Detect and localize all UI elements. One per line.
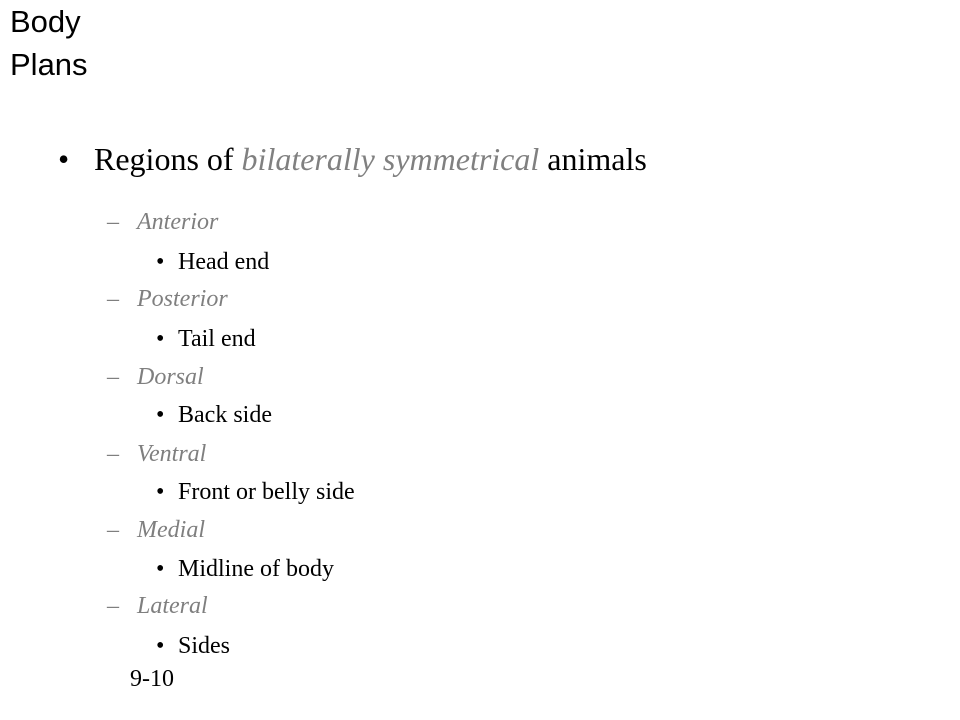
slide-title	[10, 0, 88, 86]
sub-bullet-lateral	[107, 591, 208, 621]
sub-bullet-dorsal	[107, 362, 204, 392]
detail-tail-end	[156, 324, 256, 354]
title-line-1: Body	[10, 4, 81, 39]
bullet-icon: •	[156, 479, 165, 505]
detail-front-belly-side	[156, 477, 355, 507]
bullet-icon: •	[156, 556, 165, 582]
detail-midline-of-body	[156, 554, 334, 584]
detail-label: Sides	[178, 633, 231, 659]
main-bullet-suffix: animals	[539, 141, 647, 177]
sub-bullet-medial	[107, 515, 205, 545]
main-bullet	[58, 137, 647, 181]
detail-label: Back side	[178, 402, 272, 428]
bullet-icon: •	[156, 402, 165, 428]
dash-icon: –	[107, 209, 119, 235]
bullet-icon: •	[156, 633, 165, 659]
dash-icon: –	[107, 441, 119, 467]
detail-sides	[156, 631, 230, 661]
sub-bullet-ventral	[107, 439, 206, 469]
detail-label: Front or belly side	[178, 479, 355, 505]
dash-icon: –	[107, 286, 119, 312]
detail-label: Head end	[178, 249, 270, 275]
bullet-icon: •	[156, 326, 165, 352]
term-label: Lateral	[137, 593, 208, 619]
main-bullet-emphasis: bilaterally symmetrical	[241, 141, 540, 177]
detail-head-end	[156, 247, 269, 277]
dash-icon: –	[107, 517, 119, 543]
term-label: Anterior	[137, 209, 219, 235]
dash-icon: –	[107, 364, 119, 390]
page-number: 9-10	[130, 666, 174, 692]
detail-label: Midline of body	[178, 556, 334, 582]
detail-label: Tail end	[178, 326, 256, 352]
detail-back-side	[156, 400, 272, 430]
term-label: Ventral	[137, 441, 207, 467]
term-label: Medial	[137, 517, 205, 543]
term-label: Posterior	[137, 286, 228, 312]
main-bullet-prefix: Regions of	[94, 141, 242, 177]
bullet-icon: •	[156, 249, 165, 275]
sub-bullet-anterior	[107, 207, 218, 237]
dash-icon: –	[107, 593, 119, 619]
title-line-2: Plans	[10, 47, 88, 82]
sub-bullet-posterior	[107, 284, 228, 314]
bullet-icon: •	[58, 141, 70, 177]
term-label: Dorsal	[137, 364, 204, 390]
